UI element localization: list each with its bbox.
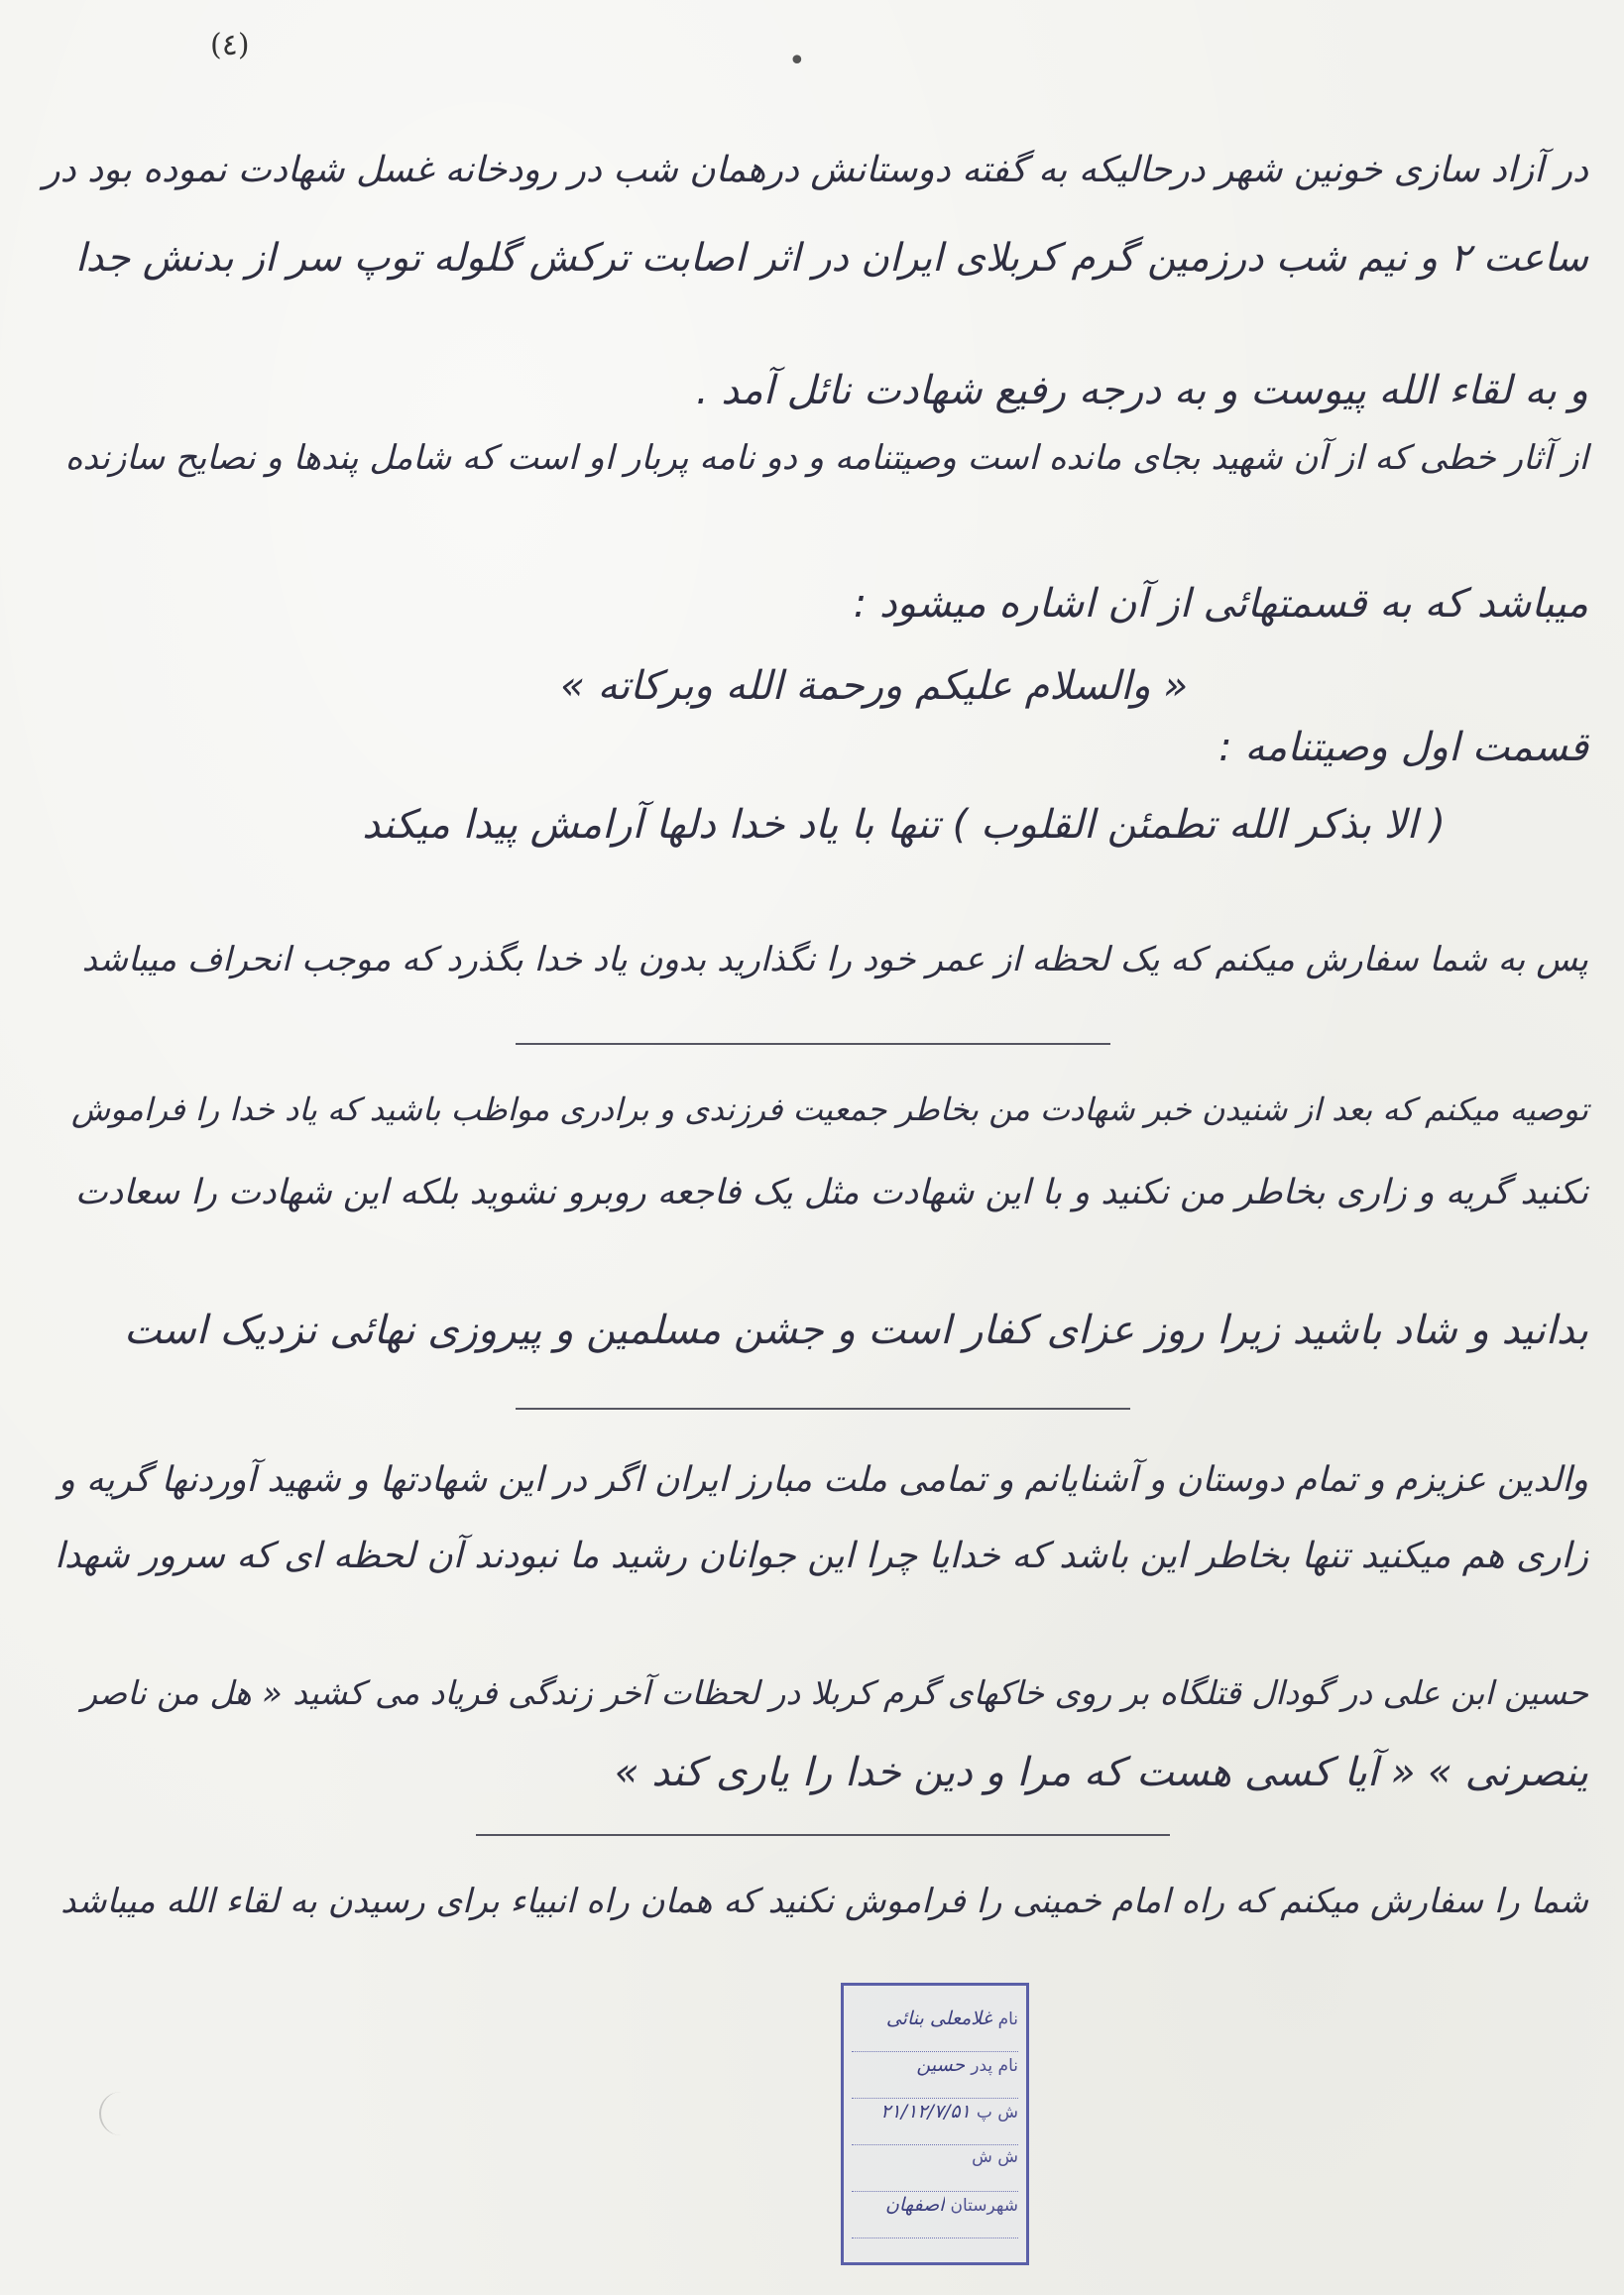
stamp-row-father	[852, 2054, 1018, 2099]
text-line-9: پس به شما سفارش میکنم که یک لحظه از عمر خود را نگذارید بدون یاد خدا بگذرد که موجب انحراف میباشد	[81, 940, 1588, 979]
margin-mark	[99, 2092, 123, 2135]
text-line-5: میباشد که به قسمتهائی از آن اشاره میشود :	[853, 581, 1588, 627]
stamp-row-name	[852, 2008, 1018, 2052]
text-line-4: از آثار خطی که از آن شهید بجای مانده است وصیتنامه و دو نامه پربار او است که شامل پندها و نصایح سازنده	[64, 438, 1588, 478]
stamp-birth-value: ۲۱/۱۲/۷/۵۱	[880, 2101, 971, 2123]
divider-1	[516, 1043, 1110, 1045]
top-mark: •	[788, 44, 806, 78]
quran-verse-line: ( الا بذکر الله تطمئن القلوب ) تنها با یاد خدا دلها آرامش پیدا میکند	[362, 802, 1446, 848]
stamp-row-birth	[852, 2101, 1018, 2145]
stamp-father-value: حسین	[916, 2054, 966, 2076]
archive-stamp	[841, 1983, 1029, 2265]
text-line-2: ساعت ۲ و نیم شب درزمین گرم کربلای ایران در اثر اصابت ترکش گلوله توپ سر از بدنش جدا	[74, 236, 1588, 281]
stamp-city-label: شهرستان	[950, 2196, 1018, 2216]
stamp-birth-label: ش پ	[976, 2103, 1018, 2123]
divider-3	[476, 1834, 1170, 1836]
text-line-15: حسین ابن علی در گودال قتلگاه بر روی خاکهای گرم کربلا در لحظات آخر زندگی فریاد می کشید « هل من ناصر	[81, 1673, 1588, 1712]
text-line-1: در آزاد سازی خونین شهر درحالیکه به گفته دوستانش درهمان شب در رودخانه غسل شهادت نموده بود در	[43, 150, 1588, 190]
stamp-name-value: غلامعلی بنائی	[885, 2008, 992, 2029]
salutation-line: « والسلام علیکم ورحمة الله وبرکاته »	[560, 663, 1188, 709]
stamp-id-label: ش ش	[972, 2147, 1018, 2167]
text-line-3: و به لقاء الله پیوست و به درجه رفیع شهادت نائل آمد .	[695, 368, 1588, 413]
stamp-father-label: نام پدر	[971, 2056, 1018, 2076]
stamp-city-value: اصفهان	[884, 2194, 945, 2216]
stamp-row-id	[852, 2147, 1018, 2192]
text-line-10: توصیه میکنم که بعد از شنیدن خبر شهادت من بخاطر جمعیت فرزندی و برادری مواظب باشید که یاد خدا را فراموش	[71, 1090, 1588, 1128]
divider-2	[516, 1408, 1130, 1410]
text-line-12: بدانید و شاد باشید زیرا روز عزای کفار است و جشن مسلمین و پیروزی نهائی نزدیک است	[123, 1308, 1588, 1353]
section-heading: قسمت اول وصیتنامه :	[1218, 725, 1588, 770]
text-line-11: نکنید گریه و زاری بخاطر من نکنید و با این شهادت مثل یک فاجعه روبرو نشوید بلکه این شهادت را سعادت	[74, 1173, 1588, 1212]
text-line-14: زاری هم میکنید تنها بخاطر این باشد که خدایا چرا این جوانان رشید ما نبودند آن لحظه ای که سرور شهدا	[54, 1536, 1588, 1576]
stamp-name-label: نام	[997, 2009, 1018, 2029]
stamp-row-city	[852, 2194, 1018, 2238]
text-line-13: والدین عزیزم و تمام دوستان و آشنایانم و تمامی ملت مبارز ایران اگر در این شهادتها و شهید آوردنها گریه و	[58, 1460, 1588, 1500]
page-number: (٤)	[210, 28, 250, 62]
text-line-16: ینصرنی » « آیا کسی هست که مرا و دین خدا را یاری کند »	[614, 1750, 1588, 1795]
text-line-17: شما را سفارش میکنم که راه امام خمینی را فراموش نکنید که همان راه انبیاء برای رسیدن به لقاء الله میباشد	[60, 1882, 1588, 1921]
